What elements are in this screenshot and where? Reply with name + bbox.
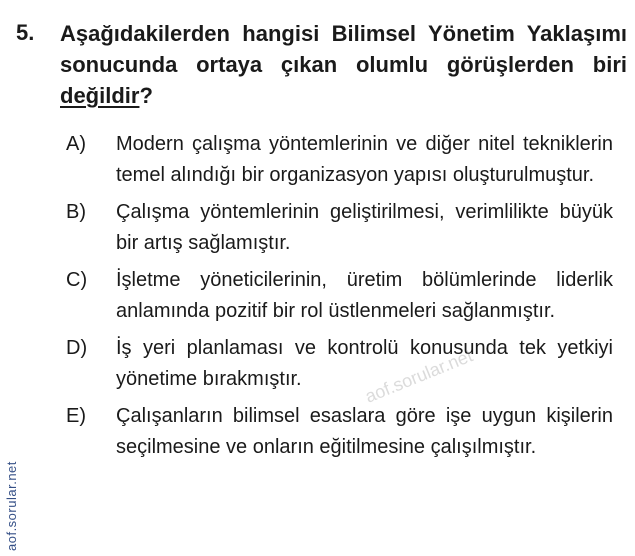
option-text: İşletme yöneticilerinin, üretim bölümlerinde liderlik anlamında pozitif bir rol üstlenmeleri sağlanmıştır.: [116, 269, 613, 322]
option-letter: D): [66, 337, 88, 359]
option-text: İş yeri planlaması ve kontrolü konusunda tek yetkiyi yönetime bırakmıştır.: [116, 337, 613, 390]
option-c: [66, 265, 614, 327]
option-letter: A): [66, 133, 86, 155]
option-a: [66, 129, 614, 191]
option-d: [66, 333, 614, 395]
question-number: 5.: [16, 20, 35, 45]
option-text: Çalışanların bilimsel esaslara göre işe uygun kişilerin seçilmesine ve onların eğitilmesine çalışılmıştır.: [116, 405, 613, 458]
question-negative-word: değildir: [60, 83, 140, 108]
option-letter: C): [66, 269, 88, 291]
center-watermark: aof.sorular.net: [362, 345, 476, 407]
option-text: Çalışma yöntemlerinin geliştirilmesi, verimlilikte büyük bir artış sağlamıştır.: [116, 201, 613, 254]
option-e: [66, 401, 614, 463]
answer-options: [66, 129, 614, 469]
question-text: Aşağıdakilerden hangisi Bilimsel Yönetim Yaklaşımı sonucunda ortaya çıkan olumlu görüşlerden biri: [60, 21, 627, 77]
option-letter: B): [66, 201, 86, 223]
question-mark: ?: [139, 83, 153, 108]
option-letter: E): [66, 405, 86, 427]
option-b: [66, 197, 614, 259]
side-watermark: aof.sorular.net: [4, 461, 19, 551]
option-text: Modern çalışma yöntemlerinin ve diğer nitel tekniklerin temel alındığı bir organizasyon yapısı oluşturulmuştur.: [116, 133, 613, 186]
question-stem: [60, 18, 627, 111]
